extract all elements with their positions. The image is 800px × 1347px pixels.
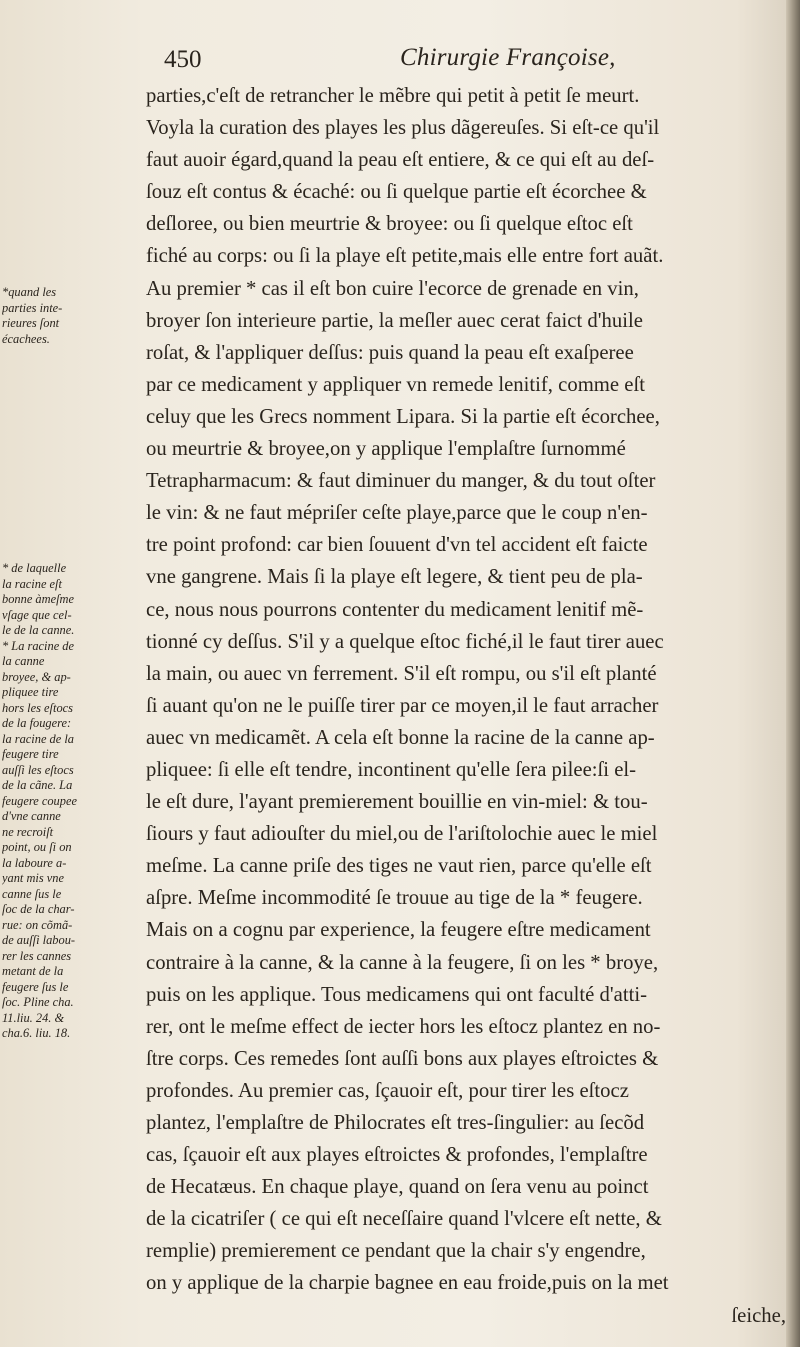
margin-note-group-1: [2, 285, 142, 347]
text-line: pliquee: ſi elle eſt tendre, incontinent qu'elle ſera pilee:ſi el-: [146, 758, 637, 781]
text-line: aſpre. Meſme incommodité ſe trouue au tige de la * feugere.: [146, 887, 643, 910]
text-line: ſtre corps. Ces remedes ſont auſſi bons aux playes eſtroictes &: [146, 1047, 659, 1070]
margin-note-line: parties inte-: [2, 300, 63, 315]
text-line: faut auoir égard,quand la peau eſt entiere, & ce qui eſt au deſ-: [146, 149, 655, 172]
text-line: meſme. La canne priſe des tiges ne vaut rien, parce qu'elle eſt: [146, 855, 652, 878]
text-line: deſloree, ou bien meurtrie & broyee: ou ſi quelque eſtoc eſt: [146, 213, 633, 236]
text-line: par ce medicament y appliquer vn remede lenitif, comme eſt: [146, 373, 645, 396]
text-line: Au premier * cas il eſt bon cuire l'ecorce de grenade en vin,: [146, 277, 639, 300]
margin-note-line: de la cãne. La: [2, 778, 73, 792]
margin-note-line: 11.liu. 24. &: [2, 1010, 65, 1025]
margin-note-line: le de la canne.: [2, 623, 75, 637]
text-line: contraire à la canne, & la canne à la feugere, ſi on les * broye,: [146, 951, 659, 974]
margin-note-line: ſoc. Pline cha.: [2, 995, 74, 1009]
margin-note-line: la racine de la: [2, 731, 75, 746]
text-line: auec vn medicamẽt. A cela eſt bonne la racine de la canne ap-: [146, 726, 655, 749]
margin-note-line: ſoc de la char-: [2, 902, 75, 916]
margin-note-line: * de laquelle: [2, 561, 67, 575]
page-header: [160, 40, 800, 80]
margin-note-line: la laboure a-: [2, 855, 67, 870]
text-line: cas, ſçauoir eſt aux playes eſtroictes & profondes, l'emplaſtre: [146, 1144, 648, 1167]
text-line: ſeiche,: [731, 1304, 786, 1327]
text-line: profondes. Au premier cas, ſçauoir eſt, pour tirer les eſtocz: [146, 1079, 629, 1102]
margin-note-line: bonne àmeſme: [2, 592, 75, 606]
running-title: Chirurgie Françoise,: [400, 44, 616, 71]
margin-note-line: pliquee tire: [2, 685, 59, 699]
text-line: puis on les applique. Tous medicamens qui ont faculté d'atti-: [146, 983, 647, 1006]
text-line: on y applique de la charpie bagnee en eau froide,puis on la met: [146, 1272, 669, 1295]
margin-note-line: feugere ſus le: [2, 979, 69, 994]
margin-note-line: metant de la: [2, 964, 64, 978]
margin-note-line: écachees.: [2, 331, 50, 346]
margin-note-line: point, ou ſi on: [2, 840, 72, 854]
margin-note-line: de auſſi labou-: [2, 933, 76, 947]
text-line: broyer ſon interieure partie, la meſler auec cerat faict d'huile: [146, 309, 643, 332]
page-number: 450: [164, 46, 202, 73]
text-line: ſiours y faut adiouſter du miel,ou de l'ariſtolochie auec le miel: [146, 823, 658, 846]
text-line: ſouz eſt contus & écaché: ou ſi quelque partie eſt écorchee &: [146, 181, 647, 204]
text-line: la main, ou auec vn ferrement. S'il eſt rompu, ou s'il eſt planté: [146, 662, 657, 685]
margin-note-line: auſſi les eſtocs: [2, 762, 74, 777]
text-line: parties,c'eſt de retrancher le mẽbre qui petit à petit ſe meurt.: [146, 85, 640, 107]
margin-note-line: vſage que cel-: [2, 607, 72, 622]
text-line: ſi auant qu'on ne le puiſſe tirer par ce moyen,il le faut arracher: [146, 694, 659, 717]
margin-note-line: hors les eſtocs: [2, 700, 73, 715]
text-line: remplie) premierement ce pendant que la chair s'y engendre,: [146, 1240, 646, 1263]
text-line: fiché au corps: ou ſi la playe eſt petite,mais elle entre fort auãt.: [146, 245, 664, 268]
margin-note-line: yant mis vne: [2, 871, 65, 885]
text-line: rer, ont le meſme effect de iecter hors les eſtocz plantez en no-: [146, 1015, 661, 1038]
text-line: tionné cy deſſus. S'il y a quelque eſtoc fiché,il le faut tirer auec: [146, 630, 664, 653]
margin-note-line: de la fougere:: [2, 716, 72, 730]
text-line: roſat, & l'appliquer deſſus: puis quand la peau eſt exaſperee: [146, 341, 634, 364]
margin-note-line: feugere tire: [2, 747, 59, 761]
text-line: Voyla la curation des playes les plus dãgereuſes. Si eſt-ce qu'il: [146, 117, 660, 140]
margin-note-line: * La racine de: [2, 638, 75, 653]
text-line: Mais on a cognu par experience, la feugere eſtre medicament: [146, 919, 651, 942]
margin-note-line: la canne: [2, 654, 45, 668]
margin-note-line: ne recroiſt: [2, 824, 54, 839]
margin-note-line: la racine eſt: [2, 576, 62, 591]
text-line: plantez, l'emplaſtre de Philocrates eſt tres-ſingulier: au ſecõd: [146, 1112, 645, 1134]
text-line: celuy que les Grecs nomment Lipara. Si la partie eſt écorchee,: [146, 405, 660, 428]
text-line: de la cicatriſer ( ce qui eſt neceſſaire quand l'vlcere eſt nette, &: [146, 1208, 662, 1231]
text-line: ou meurtrie & broyee,on y applique l'emplaſtre ſurnommé: [146, 438, 626, 461]
body-text: [146, 80, 796, 1332]
margin-note-line: *quand les: [2, 285, 57, 299]
margin-note-line: feugere coupee: [2, 793, 77, 808]
margin-note-line: rer les cannes: [2, 948, 72, 963]
margin-note-line: d'vne canne: [2, 809, 61, 823]
text-line: de Hecatæus. En chaque playe, quand on ſera venu au poinct: [146, 1176, 649, 1199]
margin-note-line: canne ſus le: [2, 886, 62, 901]
text-line: le vin: & ne faut mépriſer ceſte playe,parce que le coup n'en-: [146, 502, 648, 525]
text-line: Tetrapharmacum: & faut diminuer du manger, & du tout oſter: [146, 470, 656, 493]
margin-notes: [2, 285, 142, 1042]
margin-note-line: rue: on cõmã-: [2, 917, 73, 932]
text-line: vne gangrene. Mais ſi la playe eſt legere, & tient peu de pla-: [146, 566, 643, 589]
text-line: le eſt dure, l'ayant premierement bouillie en vin-miel: & tou-: [146, 791, 648, 814]
margin-note-line: cha.6. liu. 18.: [2, 1026, 71, 1040]
margin-note-line: rieures ſont: [2, 316, 60, 330]
text-line: tre point profond: car bien ſouuent d'vn tel accident eſt faicte: [146, 534, 648, 557]
text-line: ce, nous nous pourrons contenter du medicament lenitif mẽ-: [146, 598, 644, 621]
margin-note-line: broyee, & ap-: [2, 669, 71, 684]
